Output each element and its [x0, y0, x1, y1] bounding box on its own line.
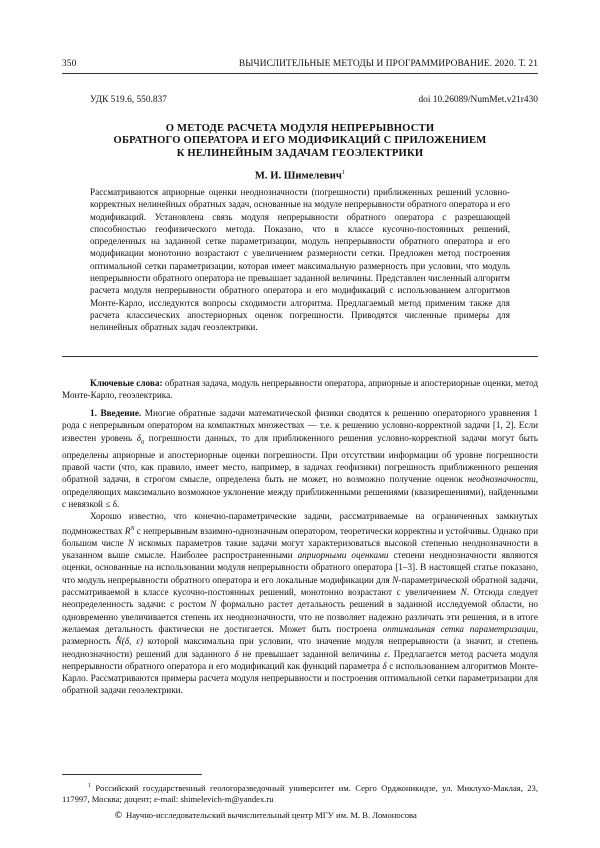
title-line-3: К НЕЛИНЕЙНЫМ ЗАДАЧАМ ГЕОЭЛЕКТРИКИ	[176, 147, 424, 159]
footnote-mark: 1	[88, 783, 91, 789]
abstract: Рассматриваются априорные оценки неоднозначности (погрешности) приближенных решений условно-корректных нелинейных обратных задач, основанные на модуле непрерывности обратного оператора и его модификаций. Установлена связь модуля непрерывности обратного оператора с разрешающей способностью геофизического метода. Показано, что в классе кусочно-постоянных решений, определенных на заданной сетке параметризации, модуль непрерывности обратного оператора и его модификации монотонно возрастают с увеличением размерности сетки. Предложен метод построения оптимальной сетки параметризации, которая имеет максимальную размерность при условии, что модуль непрерывности обратного оператора не превышает заданной величины. Представлен численный алгоритм расчета модуля непрерывности обратного оператора и его модификаций с использованием алгоритмов Монте-Карло, исследуются вопросы сходимости алгоритма. Предлагаемый метод применим также для расчета классических апостериорных оценок погрешности. Приводятся численные примеры для нелинейных обратных задач геоэлектрики.	[90, 187, 510, 333]
doi-link[interactable]: doi 10.26089/NumMet.v21r430	[418, 95, 538, 105]
journal-title: ВЫЧИСЛИТЕЛЬНЫЕ МЕТОДЫ И ПРОГРАММИРОВАНИЕ. 2020. Т. 21	[238, 59, 538, 69]
keywords-label: Ключевые слова:	[90, 378, 163, 388]
article-title	[62, 123, 538, 160]
author-footnote-mark[interactable]: 1	[341, 169, 346, 176]
running-header	[62, 59, 538, 69]
keywords-text: обратная задача, модуль непрерывности оператора, априорные и апостериорные оценки, метод Монте-Карло, геоэлектрика.	[62, 378, 538, 401]
udc-code: УДК 519.6, 550.837	[90, 95, 167, 105]
affiliation-footnote	[62, 781, 538, 805]
article-meta	[90, 95, 538, 105]
abstract-divider	[62, 356, 538, 357]
copyright-icon: ©	[114, 811, 123, 821]
introduction-section	[62, 407, 538, 697]
header-divider	[62, 73, 538, 74]
page-number: 350	[62, 59, 77, 69]
footnote-text: Российский государственный геологоразведочный университет им. Серго Орджоникидзе, ул. Миклухо-Маклая, 23, 117997, Москва; доцент; e-mail: shimelevich-m@yandex.ru	[62, 782, 538, 804]
intro-paragraph-1: 1. Введение. Многие обратные задачи математической физики сводятся к решению операторного уравнения 1 рода с непрерывным оператором на компактных множествах — т.е. к решению условно-корректной задачи [1, 2]. Если известен уровень $\delta_0$ погрешности данных, то для приближенного решения условно-корректной задачи могут быть определены априорные и апостериорные оценки погрешности. При отсутствии информации об уровне погрешности правой части (что, как правило, имеет место, например, в задачах геофизики) погрешность приближенного решения обратной задачи, в строгом смысле, определена быть не может, но возможно получение оценок неоднозначности, определяющих максимально возможное уклонение между приближенными решениями (квазирешениями), найденными с невязкой ≤ δ.	[62, 408, 539, 509]
section-heading: 1. Введение.	[90, 408, 142, 418]
keywords	[62, 377, 538, 402]
title-line-1: О МЕТОДЕ РАСЧЕТА МОДУЛЯ НЕПРЕРЫВНОСТИ	[165, 123, 435, 134]
author	[62, 169, 538, 182]
intro-paragraph-2: Хорошо известно, что конечно-параметрические задачи, рассматриваемые на ограниченных замкнутых подмножествах $R^N$ с непрерывным взаимно-однозначным оператором, теоретически корректны и устойчивы. Однако при большом числе N искомых параметров такие задачи могут характеризоваться высокой степенью неоднозначности в указанном выше смысле. Наиболее распространенными априорными оценками степени неоднозначности являются оценки, основанные на использовании модуля непрерывности обратного оператора [1–3]. В настоящей статье показано, что модуль непрерывности обратного оператора и его локальные модификации для N-параметрической обратной задачи, рассматриваемой в классе кусочно-постоянных решений, монотонно возрастают с увеличением N. Отсюда следует неопределенность задачи: с ростом N формально растет детальность решений в заданной исследуемой области, но одновременно увеличивается степень их неоднозначности, что не позволяет надежно различать эти решения, и в итоге желаемая детальность фактически не достигается. Может быть построена оптимальная сетка параметризации, размерность N̂(δ, ε) которой максимальна при условии, что значение модуля непрерывности (а значит, и степень неоднозначности) решений для заданного δ не превышает заданной величины ε. Предлагается метод расчета модуля непрерывности обратного оператора и его модификаций как функций параметра δ с использованием алгоритмов Монте-Карло. Рассматриваются примеры расчета модуля непрерывности и построения оптимальной сетки параметризации для обратной задачи геоэлектрики.	[62, 511, 538, 696]
footnote-divider	[62, 774, 202, 775]
copyright-line	[62, 810, 538, 822]
title-line-2: ОБРАТНОГО ОПЕРАТОРА И ЕГО МОДИФИКАЦИЙ С ПРИЛОЖЕНИЕМ	[113, 135, 487, 147]
copyright-text: Научно-исследовательский вычислительный центр МГУ им. М. В. Ломоносова	[126, 810, 417, 820]
author-name: М. И. Шимелевич	[254, 170, 342, 182]
